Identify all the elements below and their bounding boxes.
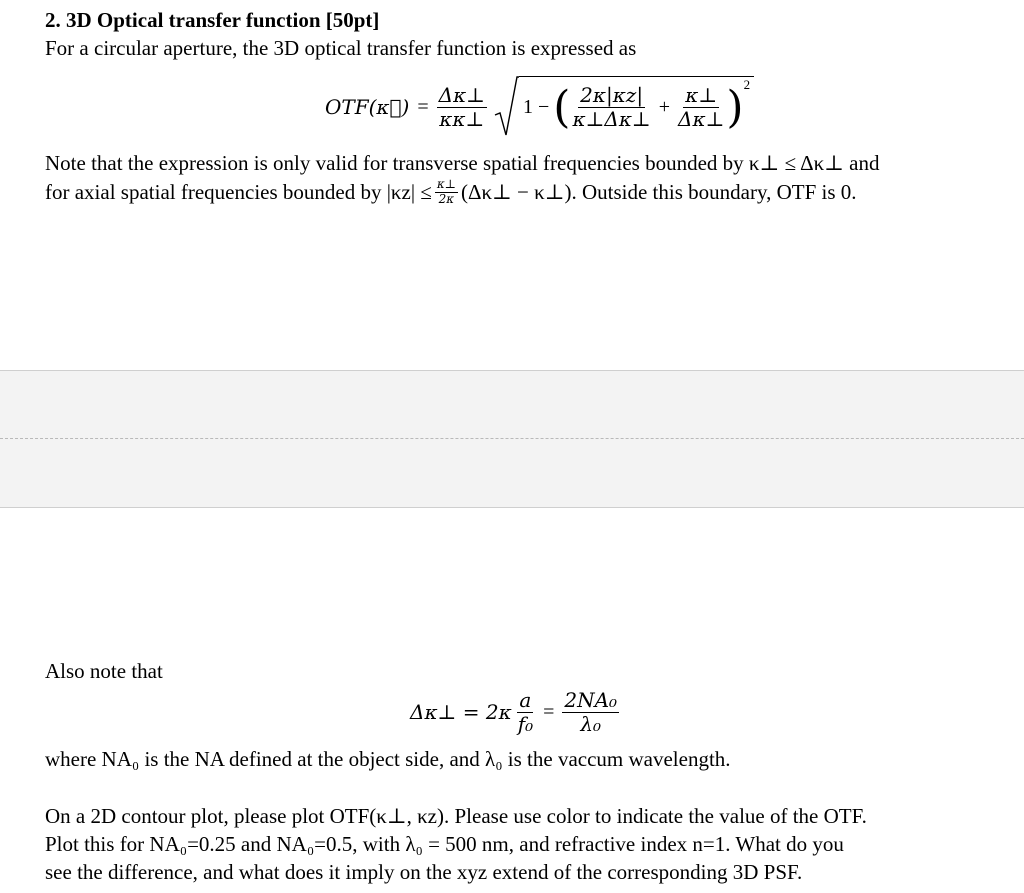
note-line-2-suffix: (Δκ⊥ − κ⊥). Outside this boundary, OTF is 0. [460, 180, 857, 205]
inner2-denominator: Δκ⊥ [678, 107, 725, 131]
na-over-lambda-fraction [562, 689, 619, 736]
inner1-denominator: κ⊥Δκ⊥ [572, 107, 651, 131]
band-bottom-border [0, 507, 1024, 508]
otf-lhs: OTF(κ⃗) [325, 95, 410, 119]
problem-intro: For a circular aperture, the 3D optical transfer function is expressed as [45, 36, 637, 60]
task-line-1: On a 2D contour plot, please plot OTF(κ⊥, κz). Please use color to indicate the value of the OTF. [45, 804, 867, 828]
power-exponent: 2 [743, 76, 751, 92]
problem-heading: 2. 3D Optical transfer function [50pt] [45, 8, 380, 32]
inner-fraction-1 [570, 84, 652, 131]
plus-sign: + [658, 96, 671, 118]
sqrt-radicand [519, 76, 754, 137]
inner-fraction-2 [676, 84, 726, 131]
otf-equation [325, 72, 754, 142]
lambda-denominator: λ₀ [580, 711, 602, 736]
delta-kappa-lhs: Δκ⊥ = 2κ [410, 700, 512, 724]
right-paren: ) [726, 81, 744, 133]
a-over-f-fraction [516, 689, 535, 736]
note-line-2-prefix: for axial spatial frequencies bounded by |κz| ≤ [45, 180, 432, 205]
bound-denominator: 2κ [438, 191, 455, 206]
f-denominator: f₀ [517, 711, 534, 736]
left-paren: ( [553, 81, 571, 133]
grey-band [0, 371, 1024, 507]
na-numerator: 2NA₀ [564, 687, 618, 712]
inner2-numerator: κ⊥ [685, 83, 718, 107]
dashed-separator [0, 438, 1024, 439]
equals-sign-2: = [543, 700, 555, 723]
note-line-1: Note that the expression is only valid for transverse spatial frequencies bounded by κ⊥ ≤ Δκ⊥ and [45, 151, 880, 175]
one-minus: 1 − [523, 96, 550, 118]
prefactor-fraction [437, 84, 487, 131]
prefactor-numerator: Δκ⊥ [438, 82, 485, 107]
also-note-label: Also note that [45, 659, 163, 683]
equals-sign: = [417, 95, 429, 118]
inner1-numerator: 2κ|κz| [580, 83, 644, 107]
bound-numerator: κ⊥ [436, 177, 456, 191]
where-line: where NA₀ is the NA defined at the object side, and λ₀ is the vaccum wavelength. [45, 747, 731, 771]
a-numerator: a [519, 687, 532, 712]
note-line-2 [45, 178, 857, 207]
sqrt-icon [493, 75, 519, 139]
prefactor-denominator: κκ⊥ [439, 106, 485, 131]
task-line-3: see the difference, and what does it imply on the xyz extend of the corresponding 3D PSF. [45, 860, 803, 884]
bound-fraction [435, 178, 458, 207]
delta-kappa-equation [410, 684, 619, 740]
task-line-2: Plot this for NA₀=0.25 and NA₀=0.5, with λ₀ = 500 nm, and refractive index n=1. What do you [45, 832, 844, 856]
sqrt-group [493, 75, 754, 139]
